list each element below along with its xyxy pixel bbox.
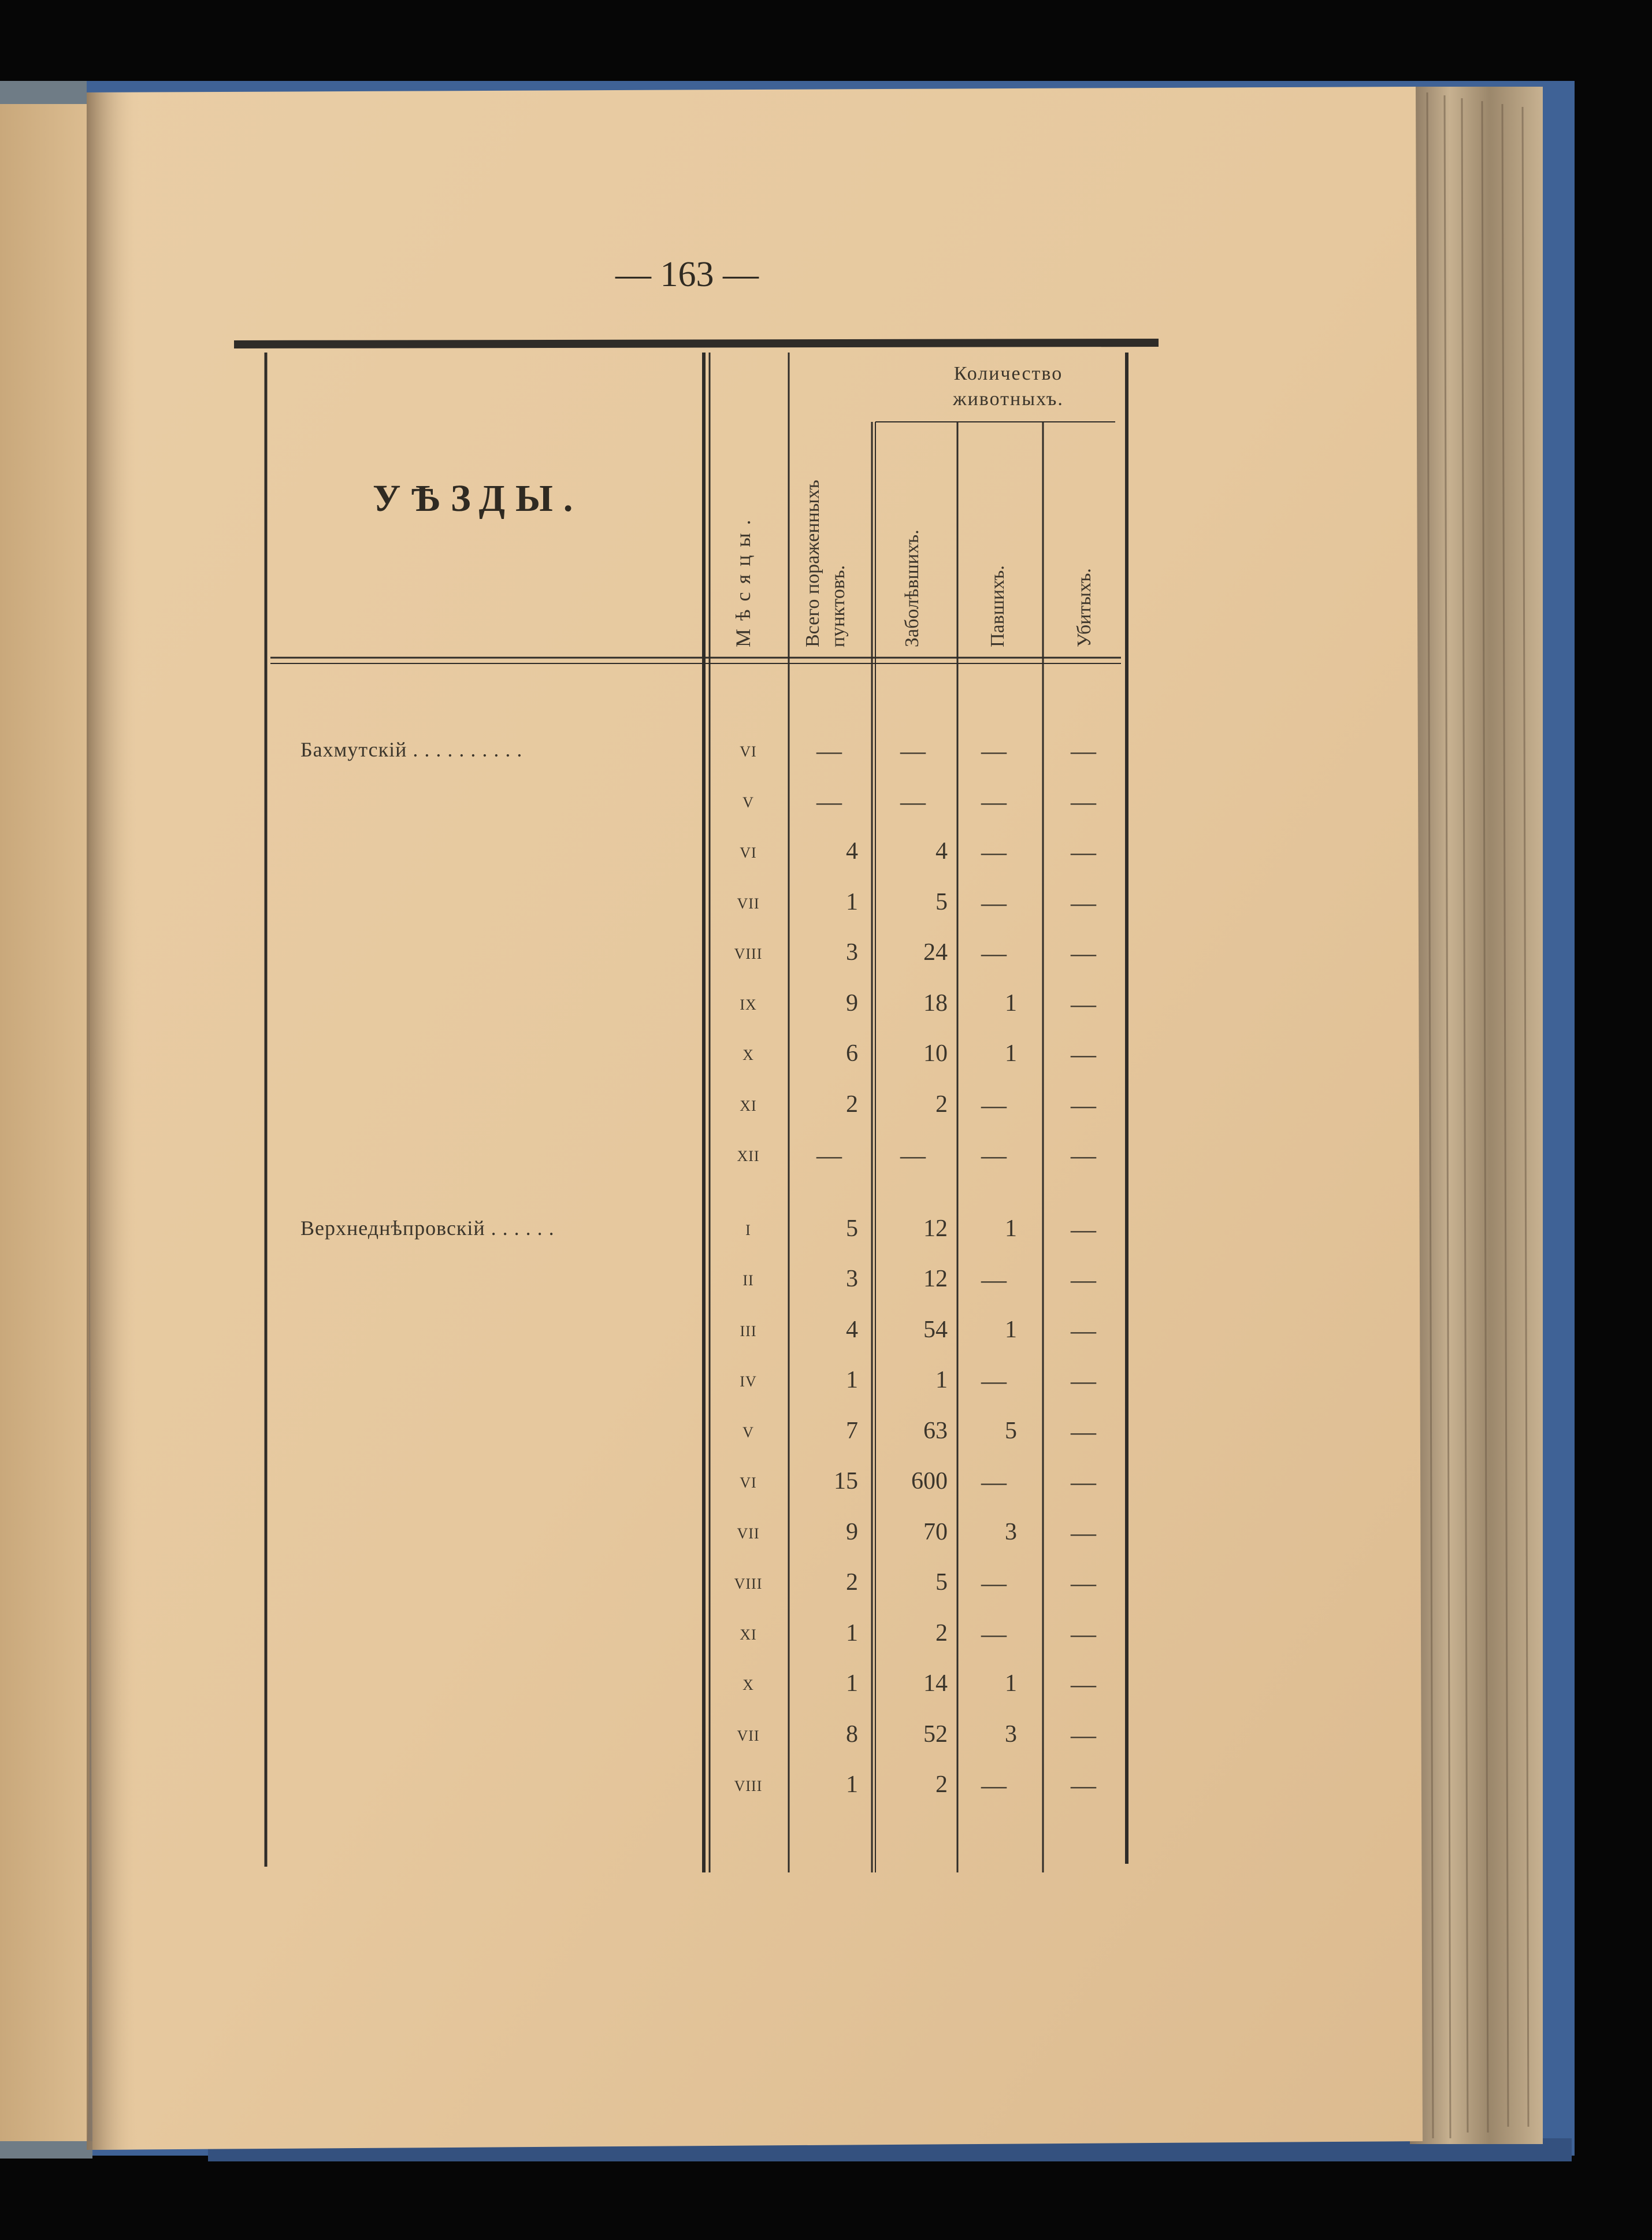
fallen-cell: — [981, 889, 1007, 917]
total-points-cell: 1 [846, 1367, 858, 1393]
total-points-cell: 6 [846, 1040, 858, 1067]
fallen-cell: — [981, 788, 1007, 816]
killed-cell: — [1071, 990, 1096, 1018]
fallen-cell: 3 [1005, 1721, 1017, 1748]
killed-cell: — [1071, 1670, 1096, 1698]
page-number: — 163 — [615, 255, 759, 294]
total-points-cell: 1 [846, 889, 858, 915]
sick-cell: 18 [923, 990, 948, 1017]
month-cell: I [745, 1222, 751, 1238]
fallen-cell: 1 [1005, 990, 1017, 1017]
total-points-cell: 1 [846, 1771, 858, 1798]
killed-cell: — [1071, 1569, 1096, 1597]
header-uezdy: УѢЗДЫ. [373, 477, 584, 520]
total-points-cell: 8 [846, 1721, 858, 1748]
month-cell: IV [740, 1373, 757, 1390]
total-points-cell: 1 [846, 1670, 858, 1697]
sick-cell: 63 [923, 1418, 948, 1444]
sick-cell: 2 [935, 1771, 948, 1798]
month-cell: VI [740, 1474, 757, 1491]
killed-cell: — [1071, 1367, 1096, 1395]
killed-cell: — [1071, 889, 1096, 917]
sick-cell: 14 [923, 1670, 948, 1697]
killed-cell: — [1071, 1091, 1096, 1119]
month-cell: X [743, 1677, 754, 1693]
sick-cell: — [900, 737, 926, 765]
killed-cell: — [1071, 1316, 1096, 1345]
sick-cell: 1 [935, 1367, 948, 1393]
month-cell: VIII [734, 945, 763, 962]
header-animals-group: Количество животныхъ. [953, 363, 1064, 410]
fallen-cell: 1 [1005, 1040, 1017, 1067]
fallen-cell: 1 [1005, 1215, 1017, 1242]
killed-cell: — [1071, 1468, 1096, 1496]
left-page [0, 98, 90, 2150]
killed-cell: — [1071, 788, 1096, 816]
killed-cell: — [1071, 1620, 1096, 1648]
sick-cell: 5 [935, 889, 948, 915]
sick-cell: 54 [923, 1316, 948, 1343]
total-points-cell: 3 [846, 939, 858, 966]
fallen-cell: — [981, 1771, 1007, 1800]
month-cell: VII [737, 1525, 760, 1542]
month-cell: XII [737, 1148, 760, 1164]
header-fallen: Павшихъ. [987, 565, 1008, 647]
fallen-cell: — [981, 939, 1007, 967]
sick-cell: 2 [935, 1620, 948, 1646]
total-points-cell: 2 [846, 1569, 858, 1596]
sick-cell: 52 [923, 1721, 948, 1748]
month-cell: VIII [734, 1575, 763, 1592]
sick-cell: — [900, 1141, 926, 1170]
total-points-cell: 15 [834, 1468, 858, 1494]
fallen-cell: 1 [1005, 1670, 1017, 1697]
killed-cell: — [1071, 1519, 1096, 1547]
month-cell: VI [740, 743, 757, 760]
fallen-cell: — [981, 1468, 1007, 1496]
main-page [87, 87, 1423, 2150]
month-cell: II [743, 1272, 754, 1289]
sick-cell: 24 [923, 939, 948, 966]
total-points-cell: 5 [846, 1215, 858, 1242]
month-cell: IX [740, 996, 757, 1013]
total-points-cell: 1 [846, 1620, 858, 1646]
total-points-cell: 9 [846, 990, 858, 1017]
sick-cell: 70 [923, 1519, 948, 1545]
fallen-cell: — [981, 1569, 1007, 1597]
sick-cell: 5 [935, 1569, 948, 1596]
fallen-cell: — [981, 1266, 1007, 1294]
fallen-cell: — [981, 1620, 1007, 1648]
killed-cell: — [1071, 1215, 1096, 1244]
total-points-cell: 4 [846, 1316, 858, 1343]
killed-cell: — [1071, 1266, 1096, 1294]
month-cell: VII [737, 895, 760, 912]
total-points-cell: — [816, 1141, 842, 1170]
month-cell: V [743, 794, 754, 811]
month-cell: VI [740, 844, 757, 861]
sick-cell: — [900, 788, 926, 816]
total-points-cell: 2 [846, 1091, 858, 1118]
month-cell: III [740, 1323, 757, 1340]
sick-cell: 2 [935, 1091, 948, 1118]
total-points-cell: 4 [846, 838, 858, 865]
killed-cell: — [1071, 1040, 1096, 1069]
header-killed: Убитыхъ. [1074, 568, 1095, 647]
sick-cell: 4 [935, 838, 948, 865]
header-sick: Заболѣвшихъ. [901, 529, 923, 647]
total-points-cell: — [816, 737, 842, 765]
fallen-cell: — [981, 838, 1007, 866]
killed-cell: — [1071, 1418, 1096, 1446]
month-cell: X [743, 1047, 754, 1063]
killed-cell: — [1071, 1141, 1096, 1170]
month-cell: V [743, 1424, 754, 1441]
uezd-name: Бахмутскій . . . . . . . . . . [300, 738, 523, 761]
killed-cell: — [1071, 838, 1096, 866]
fallen-cell: 3 [1005, 1519, 1017, 1545]
fallen-cell: — [981, 1367, 1007, 1395]
total-points-cell: — [816, 788, 842, 816]
killed-cell: — [1071, 1771, 1096, 1800]
sick-cell: 600 [911, 1468, 948, 1494]
month-cell: XI [740, 1626, 757, 1643]
fallen-cell: — [981, 737, 1007, 765]
killed-cell: — [1071, 939, 1096, 967]
month-cell: XI [740, 1097, 757, 1114]
month-cell: VII [737, 1727, 760, 1744]
fallen-cell: — [981, 1141, 1007, 1170]
total-points-cell: 9 [846, 1519, 858, 1545]
month-cell: VIII [734, 1778, 763, 1794]
fallen-cell: — [981, 1091, 1007, 1119]
sick-cell: 12 [923, 1215, 948, 1242]
sick-cell: 10 [923, 1040, 948, 1067]
uezd-name: Верхнеднѣпровскій . . . . . . [300, 1217, 555, 1240]
killed-cell: — [1071, 1721, 1096, 1749]
header-months: Мѣсяцы. [732, 511, 755, 647]
killed-cell: — [1071, 737, 1096, 765]
fallen-cell: 1 [1005, 1316, 1017, 1343]
fallen-cell: 5 [1005, 1418, 1017, 1444]
header-total-points: Всего пораженныхъ пунктовъ. [802, 480, 849, 647]
sick-cell: 12 [923, 1266, 948, 1292]
total-points-cell: 7 [846, 1418, 858, 1444]
total-points-cell: 3 [846, 1266, 858, 1292]
